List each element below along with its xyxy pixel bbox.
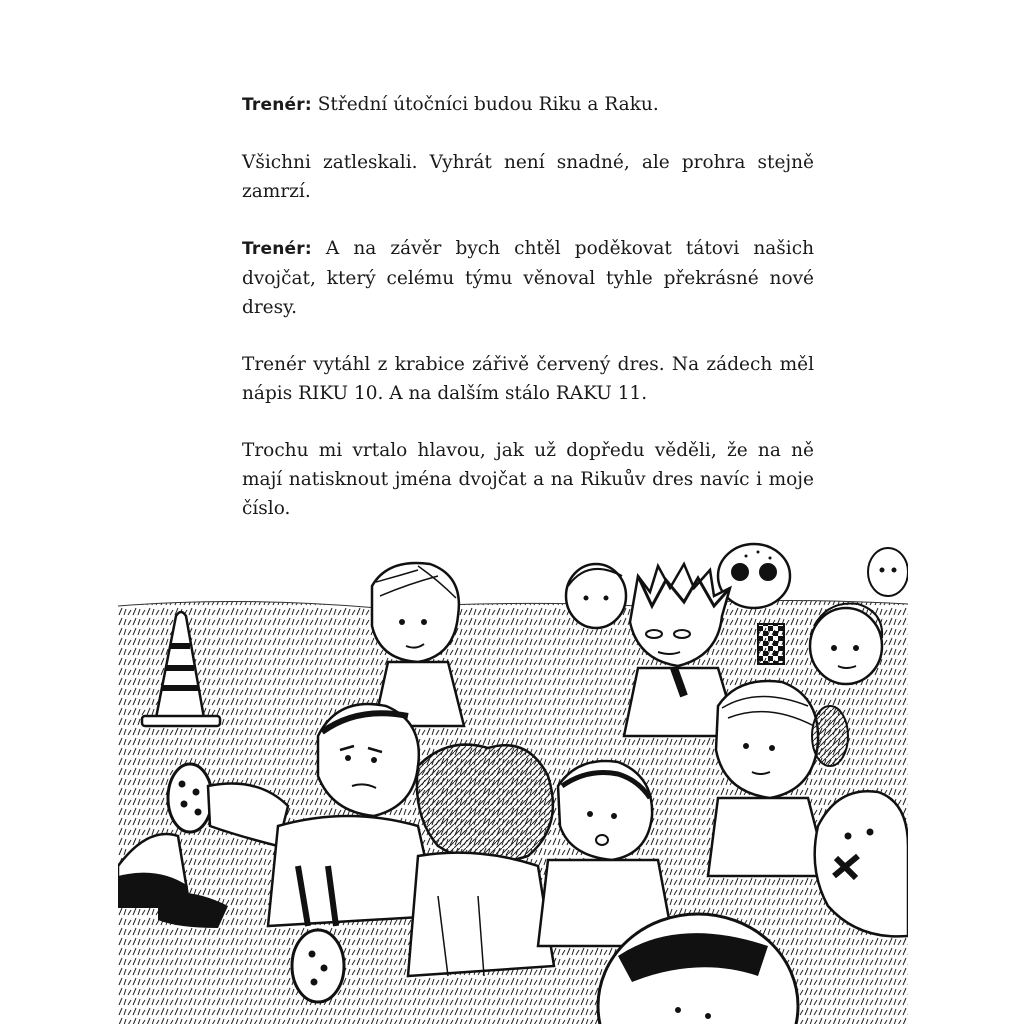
speaker-label: Trenér: [242, 95, 312, 115]
paragraph-text: Trochu mi vrtalo hlavou, jak už dopředu věděli, že na ně mají natisknout jména dvojčat a na Rikuův dres navíc i moje číslo. [242, 440, 814, 519]
narration-paragraph [242, 148, 814, 206]
narration-paragraph [242, 350, 814, 408]
paragraph-text: Všichni zatleskali. Vyhrát není snadné, ale prohra stejně zamrzí. [242, 152, 814, 202]
dialogue-paragraph [242, 90, 814, 120]
story-text [242, 90, 814, 523]
paragraph-text: A na závěr bych chtěl poděkovat tátovi našich dvojčat, který celému týmu věnoval tyhle překrásné nové dresy. [242, 238, 814, 318]
team-illustration-drawing [118, 536, 908, 1024]
paragraph-text: Trenér vytáhl z krabice zářivě červený dres. Na zádech měl nápis RIKU 10. A na dalším stálo RAKU 11. [242, 354, 814, 404]
narration-paragraph [242, 436, 814, 523]
dialogue-paragraph [242, 234, 814, 322]
speaker-label: Trenér: [242, 239, 312, 259]
team-illustration [118, 536, 908, 1024]
paragraph-text: Střední útočníci budou Riku a Raku. [311, 94, 659, 115]
